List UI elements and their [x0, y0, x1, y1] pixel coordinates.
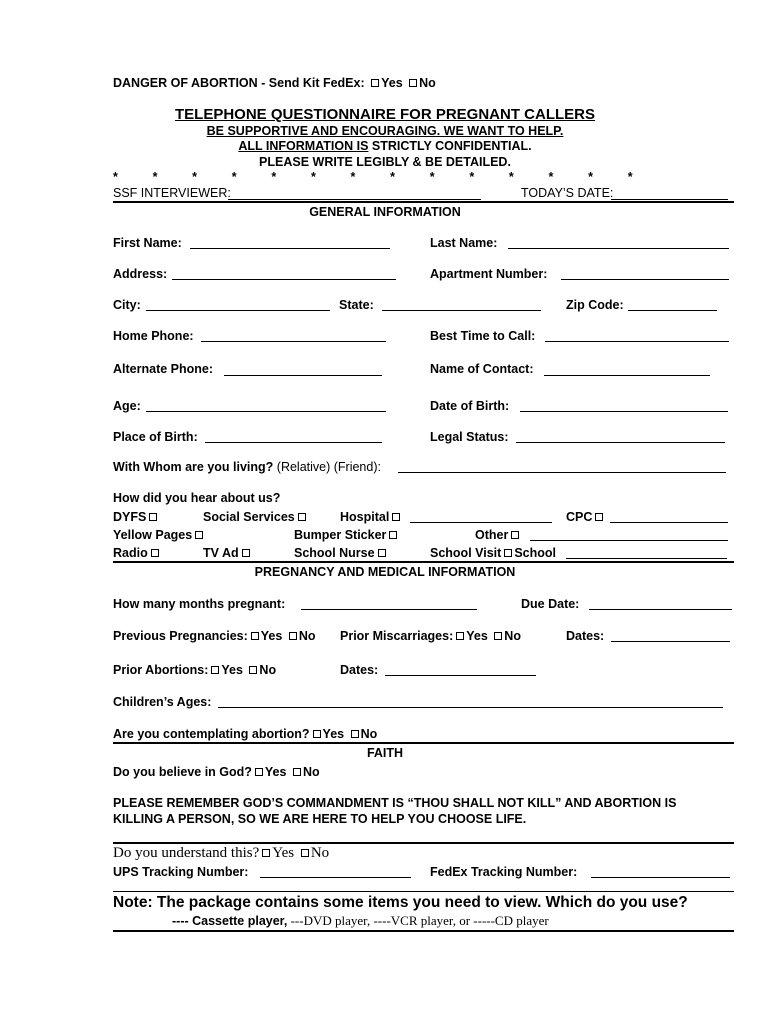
divider [113, 930, 734, 932]
checkbox-icon[interactable] [392, 513, 400, 521]
school-label: School [514, 546, 556, 560]
prev-label: Previous Pregnancies: [113, 629, 248, 643]
checkbox-icon[interactable] [371, 79, 379, 87]
fedex-label: FedEx Tracking Number: [430, 865, 578, 879]
other-label: Other [475, 528, 509, 542]
children-ages-label: Children’s Ages: [113, 695, 212, 709]
option-visit[interactable] [430, 546, 556, 560]
todays-date-label: TODAY’S DATE: [521, 186, 614, 200]
no-label: No [310, 845, 330, 861]
checkbox-icon[interactable] [409, 79, 417, 87]
checkbox-icon[interactable] [456, 632, 464, 640]
hospital-field[interactable] [410, 522, 552, 523]
school-field[interactable] [566, 558, 727, 559]
subtitle-supportive: BE SUPPORTIVE AND ENCOURAGING. WE WANT TO HELP. [206, 124, 564, 138]
ups-field[interactable] [260, 877, 411, 878]
commandment-text-1: PLEASE REMEMBER GOD’S COMMANDMENT IS “THOU SHALL NOT KILL” AND ABORTION IS [113, 796, 677, 810]
checkbox-icon[interactable] [595, 513, 603, 521]
apartment-label: Apartment Number: [430, 267, 548, 281]
due-date-label: Due Date: [521, 597, 580, 611]
commandment-text-2: KILLING A PERSON, SO WE ARE HERE TO HELP YOU CHOOSE LIFE. [113, 812, 527, 826]
checkbox-icon[interactable] [149, 513, 157, 521]
yellow-label: Yellow Pages [113, 528, 193, 542]
living-label [113, 460, 381, 474]
dob-label: Date of Birth: [430, 399, 510, 413]
yes-label: Yes [466, 629, 488, 643]
option-nurse[interactable] [294, 546, 388, 560]
last-name-label: Last Name: [430, 236, 498, 250]
last-name-field[interactable] [508, 248, 729, 249]
previous-pregnancies [113, 629, 316, 643]
checkbox-icon[interactable] [313, 730, 321, 738]
option-hospital[interactable] [340, 510, 402, 524]
cpc-label: CPC [566, 510, 593, 524]
misc-dates-field[interactable] [611, 641, 730, 642]
living-field[interactable] [398, 472, 726, 473]
apartment-field[interactable] [561, 279, 729, 280]
checkbox-icon[interactable] [195, 531, 203, 539]
no-label: No [298, 629, 316, 643]
months-field[interactable] [301, 609, 477, 610]
option-radio[interactable] [113, 546, 161, 560]
state-field[interactable] [382, 310, 541, 311]
age-field[interactable] [146, 411, 386, 412]
hospital-label: Hospital [340, 510, 390, 524]
checkbox-icon[interactable] [389, 531, 397, 539]
checkbox-icon[interactable] [251, 632, 259, 640]
state-label: State: [339, 298, 374, 312]
player-options [172, 913, 549, 929]
understand-question [113, 845, 329, 862]
best-time-field[interactable] [545, 341, 729, 342]
prior-miscarriages [340, 629, 521, 643]
abortion-dates-field[interactable] [385, 675, 536, 676]
note-text: Note: The package contains some items you need to view. Which do you use? [113, 894, 688, 911]
contact-field[interactable] [544, 375, 710, 376]
divider [113, 891, 734, 892]
checkbox-icon[interactable] [255, 768, 263, 776]
divider [113, 201, 734, 203]
divider [113, 842, 734, 844]
prior-abortions [113, 663, 276, 677]
abortion-dates-label: Dates: [340, 663, 379, 677]
option-social[interactable] [203, 510, 308, 524]
send-kit-line [113, 76, 436, 90]
bumper-label: Bumper Sticker [294, 528, 387, 542]
divider [113, 561, 734, 563]
living-bold: With Whom are you living? [113, 460, 274, 474]
understand-label: Do you understand this? [113, 845, 260, 861]
cassette-option: ---- Cassette player, [172, 914, 288, 928]
send-kit-label: DANGER OF ABORTION - Send Kit FedEx: [113, 76, 365, 90]
living-rest: (Relative) (Friend): [273, 460, 381, 474]
checkbox-icon[interactable] [298, 513, 306, 521]
dvd-option: ---DVD player [287, 913, 367, 928]
legal-status-label: Legal Status: [430, 430, 509, 444]
yes-label: Yes [381, 76, 403, 90]
no-label: No [302, 765, 320, 779]
children-ages-field[interactable] [218, 707, 723, 708]
first-name-field[interactable] [190, 248, 390, 249]
checkbox-icon[interactable] [289, 632, 297, 640]
home-phone-field[interactable] [201, 341, 386, 342]
yes-label: Yes [221, 663, 243, 677]
option-bumper[interactable] [294, 528, 399, 542]
option-other[interactable] [475, 528, 521, 542]
no-label: No [419, 76, 436, 90]
yes-label: Yes [260, 629, 283, 643]
believe-god [113, 765, 320, 779]
yes-label: Yes [264, 765, 287, 779]
vcr-cd-option: , ----VCR player, or -----CD player [366, 913, 549, 928]
nurse-label: School Nurse [294, 546, 375, 560]
checkbox-icon[interactable] [378, 549, 386, 557]
checkbox-icon[interactable] [151, 549, 159, 557]
subtitle-confidential [0, 139, 770, 153]
best-time-label: Best Time to Call: [430, 329, 536, 343]
yes-label: Yes [322, 727, 345, 741]
confidential-underlined: ALL INFORMATION IS [238, 139, 369, 153]
general-heading: GENERAL INFORMATION [309, 205, 461, 219]
dob-field[interactable] [520, 411, 728, 412]
zip-field[interactable] [628, 310, 717, 311]
alt-phone-label: Alternate Phone: [113, 362, 214, 376]
contact-label: Name of Contact: [430, 362, 534, 376]
misc-dates-label: Dates: [566, 629, 605, 643]
no-label: No [259, 663, 277, 677]
legal-status-field[interactable] [516, 442, 725, 443]
interviewer-field[interactable] [228, 199, 481, 200]
address-field[interactable] [172, 279, 396, 280]
social-label: Social Services [203, 510, 295, 524]
option-yellow[interactable] [113, 528, 205, 542]
checkbox-icon[interactable] [351, 730, 359, 738]
checkbox-icon[interactable] [494, 632, 502, 640]
radio-label: Radio [113, 546, 148, 560]
months-label: How many months pregnant: [113, 597, 286, 611]
misc-label: Prior Miscarriages: [340, 629, 454, 643]
checkbox-icon[interactable] [249, 666, 257, 674]
city-label: City: [113, 298, 141, 312]
fedex-field[interactable] [591, 877, 730, 878]
place-birth-label: Place of Birth: [113, 430, 198, 444]
checkbox-icon[interactable] [242, 549, 250, 557]
alt-phone-field[interactable] [224, 375, 382, 376]
address-label: Address: [113, 267, 168, 281]
city-field[interactable] [146, 310, 330, 311]
confidential-rest: STRICTLY CONFIDENTIAL. [368, 139, 532, 153]
checkbox-icon[interactable] [301, 849, 309, 857]
yes-label: Yes [272, 845, 295, 861]
checkbox-icon[interactable] [293, 768, 301, 776]
faith-heading: FAITH [366, 746, 404, 760]
visit-label: School Visit [430, 546, 502, 560]
checkbox-icon[interactable] [511, 531, 519, 539]
place-birth-field[interactable] [205, 442, 382, 443]
believe-label: Do you believe in God? [113, 765, 252, 779]
cpc-field[interactable] [610, 522, 728, 523]
zip-label: Zip Code: [566, 298, 624, 312]
checkbox-icon[interactable] [262, 849, 270, 857]
form-title: TELEPHONE QUESTIONNAIRE FOR PREGNANT CALLERS [174, 106, 596, 123]
hear-about-label: How did you hear about us? [113, 491, 281, 505]
checkbox-icon[interactable] [211, 666, 219, 674]
tvad-label: TV Ad [203, 546, 239, 560]
due-date-field[interactable] [589, 609, 732, 610]
age-label: Age: [113, 399, 141, 413]
option-cpc[interactable] [566, 510, 605, 524]
checkbox-icon[interactable] [504, 549, 512, 557]
home-phone-label: Home Phone: [113, 329, 194, 343]
subtitle-legibly: PLEASE WRITE LEGIBLY & BE DETAILED. [259, 155, 511, 169]
first-name-label: First Name: [113, 236, 182, 250]
divider [113, 742, 734, 744]
no-label: No [360, 727, 378, 741]
contemplating-label: Are you contemplating abortion? [113, 727, 310, 741]
dyfs-label: DYFS [113, 510, 147, 524]
pregnancy-heading: PREGNANCY AND MEDICAL INFORMATION [254, 565, 516, 579]
option-dyfs[interactable] [113, 510, 159, 524]
todays-date-field[interactable] [611, 199, 728, 200]
contemplating-abortion [113, 727, 377, 741]
other-field[interactable] [530, 540, 728, 541]
ups-label: UPS Tracking Number: [113, 865, 249, 879]
interviewer-label: SSF INTERVIEWER: [113, 186, 231, 200]
option-tvad[interactable] [203, 546, 252, 560]
abortions-label: Prior Abortions: [113, 663, 209, 677]
no-label: No [504, 629, 521, 643]
star-divider: * * * * * * * * * * * * * * [113, 170, 633, 184]
